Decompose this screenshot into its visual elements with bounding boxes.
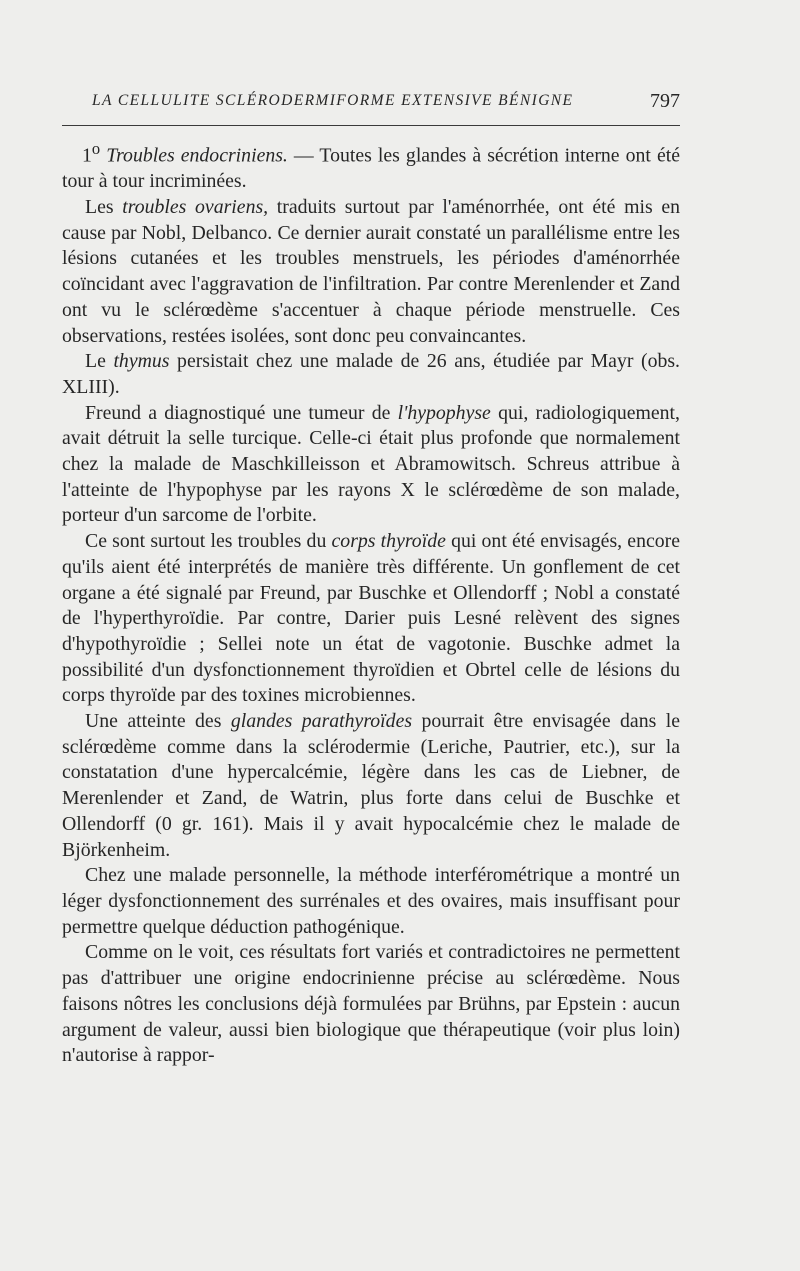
paragraph-thyroid [62,529,680,709]
paragraph-text: traduits surtout par l'aménorrhée, ont été mis en cause par Nobl, Delbanco. Ce dernier aurait constaté un parallélisme entre les lésions cutanées et les troubles menstruels, les périodes d'aménorrhée coïncidant avec l'aggravation de l'infiltration. Par contre Merenlender et Zand ont vu le sclérœdème s'accentuer à chaque période menstruelle. Ces observations, restées isolées, sont donc peu convaincantes. [62,196,681,347]
emphasis-term: thymus [113,350,170,373]
paragraph-text: Le [85,350,114,373]
emphasis-term: corps thyroïde [331,530,446,553]
paragraph-text: — Toutes les glandes à sécrétion interne ont été tour à tour incriminées. [62,144,681,193]
running-title: LA CELLULITE SCLÉRODERMIFORME EXTENSIVE BÉNIGNE [92,92,574,109]
page-header [92,88,680,118]
paragraph-personal-case: Chez une malade personnelle, la méthode interférométrique a montré un léger dysfonctionnement des surrénales et des ovaires, mais insuffisant pour permettre quelque déduction pathogénique. [62,864,680,938]
paragraph-parathyroid [62,709,680,863]
page-number: 797 [650,90,680,112]
paragraph-ovarian [62,195,680,349]
section-ordinal: o [91,139,101,158]
paragraph-conclusion: Comme on le voit, ces résultats fort variés et contradictoires ne permettent pas d'attribuer une origine endocrinienne précise au sclérœdème. Nous faisons nôtres les conclusions déjà formulées par Brühns, par Epstein : aucun argument de valeur, aussi bien biologique que thérapeutique (voir plus loin) n'autorise à rappor- [62,941,680,1067]
body-text [62,136,680,1069]
paragraph-text: Ce sont surtout les troubles du [85,530,332,553]
paragraph-text: qui, radiologiquement, avait détruit la selle turcique. Celle-ci était plus profonde que normalement chez la malade de Maschkilleisson et Abramowitsch. Schreus attribue à l'atteinte de l'hypophyse par les rayons X le sclérœdème de son malade, porteur d'un sarcome de l'orbite. [62,401,681,527]
emphasis-term: l'hypophyse [397,401,491,424]
paragraph-thymus [62,349,680,400]
section-number: 1 [82,144,92,167]
paragraph-text: pourrait être envisagée dans le sclérœdème comme dans la sclérodermie (Leriche, Pautrier, etc.), sur la constatation d'une hypercalcémie, légère dans les cas de Liebner, de Merenlender et Zand, de Watrin, plus forte dans celui de Buschke et Ollendorff (0 gr. 161). Mais il y avait hypocalcémie chez le malade de Björkenheim. [62,710,680,861]
section-heading: Troubles endocriniens. [106,144,288,167]
paragraph-text: Une atteinte des [85,710,231,733]
header-rule [62,125,680,126]
paragraph-text: Freund a diagnostiqué une tumeur de [85,401,398,424]
paragraph-endocrine-troubles [62,136,680,195]
paragraph-hypophysis [62,401,680,530]
emphasis-term: glandes parathyroïdes [230,710,413,733]
paragraph-text: qui ont été envisagés, encore qu'ils aient été interprétés de manière très différente. Un gonflement de cet organe a été signalé par Freund, par Buschke et Ollendorff ; Nobl a constaté de l'hyperthyroïdie. Par contre, Darier puis Lesné relèvent des signes d'hypothyroïdie ; Sellei note un état de vagotonie. Buschke admet la possibilité d'un dysfonctionnement thyroïdien et Obrtel celle de lésions du corps thyroïde par des toxines microbiennes. [62,530,680,707]
paragraph-text: persistait chez une malade de 26 ans, étudiée par Mayr (obs. XLIII). [62,350,681,398]
emphasis-term: troubles ovariens, [122,196,269,218]
paragraph-text: Les [85,196,123,218]
